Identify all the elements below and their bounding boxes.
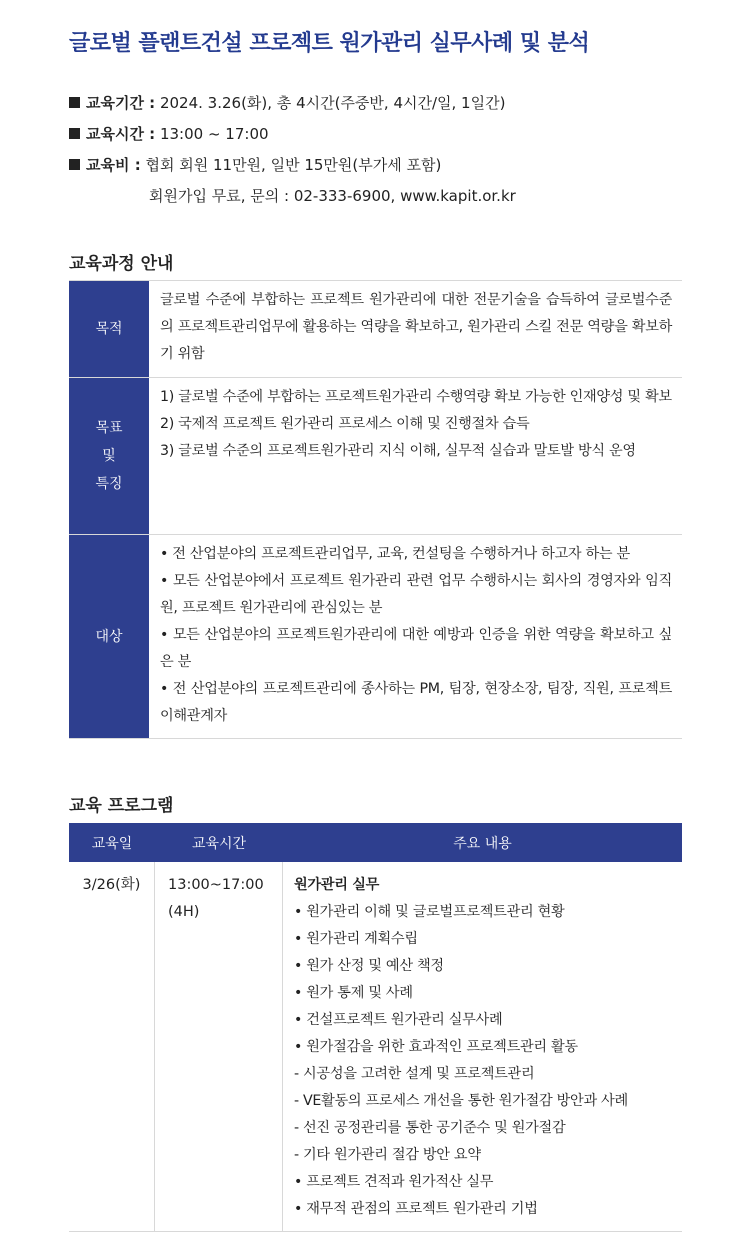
square-bullet-icon — [69, 159, 80, 170]
course-line: • 전 산업분야의 프로젝트관리에 종사하는 PM, 팀장, 현장소장, 팀장, 직원, 프로젝트 이해관계자 — [160, 681, 672, 724]
course-table — [69, 280, 682, 739]
list-item: - 선진 공정관리를 통한 공기준수 및 원가절감 — [294, 1120, 566, 1136]
info-time — [69, 119, 516, 150]
square-bullet-icon — [69, 128, 80, 139]
course-label: 목표 및 특징 — [69, 378, 149, 534]
course-row-purpose — [69, 281, 682, 378]
list-item: - 시공성을 고려한 설계 및 프로젝트관리 — [294, 1066, 535, 1082]
program-date: 3/26(화) — [69, 862, 155, 1231]
page-title: 글로벌 플랜트건설 프로젝트 원가관리 실무사례 및 분석 — [69, 31, 590, 56]
course-line: • 모든 산업분야의 프로젝트원가관리에 대한 예방과 인증을 위한 역량을 확보하고 싶은 분 — [160, 627, 672, 670]
period-label: 교육기간 : — [86, 94, 156, 112]
info-fee — [69, 150, 516, 181]
list-item: • 원가 산정 및 예산 책정 — [294, 958, 444, 974]
column-header-date: 교육일 — [91, 835, 133, 852]
column-header-time: 교육시간 — [191, 835, 247, 852]
time-label: 교육시간 : — [86, 125, 156, 143]
fee-note: 회원가입 무료, 문의 : 02-333-6900, www.kapit.or.kr — [149, 187, 516, 205]
column-header-content: 주요 내용 — [453, 835, 512, 852]
course-row-goals — [69, 378, 682, 535]
list-item: • 원가관리 계획수립 — [294, 931, 418, 947]
program-time: 13:00~17:00 — [168, 877, 264, 893]
list-item: - VE활동의 프로세스 개선을 통한 원가절감 방안과 사례 — [294, 1093, 628, 1109]
list-item: • 건설프로젝트 원가관리 실무사례 — [294, 1012, 503, 1028]
list-item: • 원가관리 이해 및 글로벌프로젝트관리 현황 — [294, 904, 565, 920]
course-label: 목적 — [69, 281, 149, 377]
list-item: • 원가 통제 및 사례 — [294, 985, 413, 1001]
course-line: 글로벌 수준에 부합하는 프로젝트 원가관리에 대한 전문기술을 습득하여 글로벌수준의 프로젝트관리업무에 활용하는 역량을 확보하고, 원가관리 스킬 전문 역량을 확보하기 위함 — [160, 292, 672, 362]
period-value: 2024. 3.26(화), 총 4시간(주중반, 4시간/일, 1일간) — [159, 94, 506, 112]
course-label: 대상 — [69, 535, 149, 738]
course-info — [69, 88, 516, 212]
info-period — [69, 88, 516, 119]
program-heading: 교육 프로그램 — [69, 796, 174, 816]
list-item: • 재무적 관점의 프로젝트 원가관리 기법 — [294, 1201, 538, 1217]
course-text — [149, 378, 682, 534]
program-hours: (4H) — [168, 904, 200, 920]
course-line: • 모든 산업분야에서 프로젝트 원가관리 관련 업무 수행하시는 회사의 경영자와 임직원, 프로젝트 원가관리에 관심있는 분 — [160, 573, 672, 616]
list-item: - 기타 원가관리 절감 방안 요약 — [294, 1147, 481, 1163]
square-bullet-icon — [69, 97, 80, 108]
course-line: 2) 국제적 프로젝트 원가관리 프로세스 이해 및 진행절차 습득 — [160, 416, 530, 432]
program-table-header — [69, 823, 682, 862]
program-content — [283, 862, 682, 1231]
table-row — [69, 862, 682, 1232]
course-text — [149, 281, 682, 377]
list-item: • 프로젝트 견적과 원가적산 실무 — [294, 1174, 494, 1190]
fee-value: 협회 회원 11만원, 일반 15만원(부가세 포함) — [145, 156, 442, 174]
course-line: • 전 산업분야의 프로젝트관리업무, 교육, 컨설팅을 수행하거나 하고자 하는 분 — [160, 546, 630, 562]
course-row-target — [69, 535, 682, 739]
course-text — [149, 535, 682, 738]
program-table — [69, 823, 682, 1232]
course-line: 3) 글로벌 수준의 프로젝트원가관리 지식 이해, 실무적 실습과 말토발 방식 운영 — [160, 443, 636, 459]
list-item: • 원가절감을 위한 효과적인 프로젝트관리 활동 — [294, 1039, 578, 1055]
course-line: 1) 글로벌 수준에 부합하는 프로젝트원가관리 수행역량 확보 가능한 인재양성 및 확보 — [160, 389, 672, 405]
time-value: 13:00 ~ 17:00 — [159, 125, 269, 143]
program-content-head: 원가관리 실무 — [294, 877, 380, 893]
fee-label: 교육비 : — [86, 156, 141, 174]
program-time-cell — [155, 862, 283, 1231]
course-heading: 교육과정 안내 — [69, 254, 174, 274]
